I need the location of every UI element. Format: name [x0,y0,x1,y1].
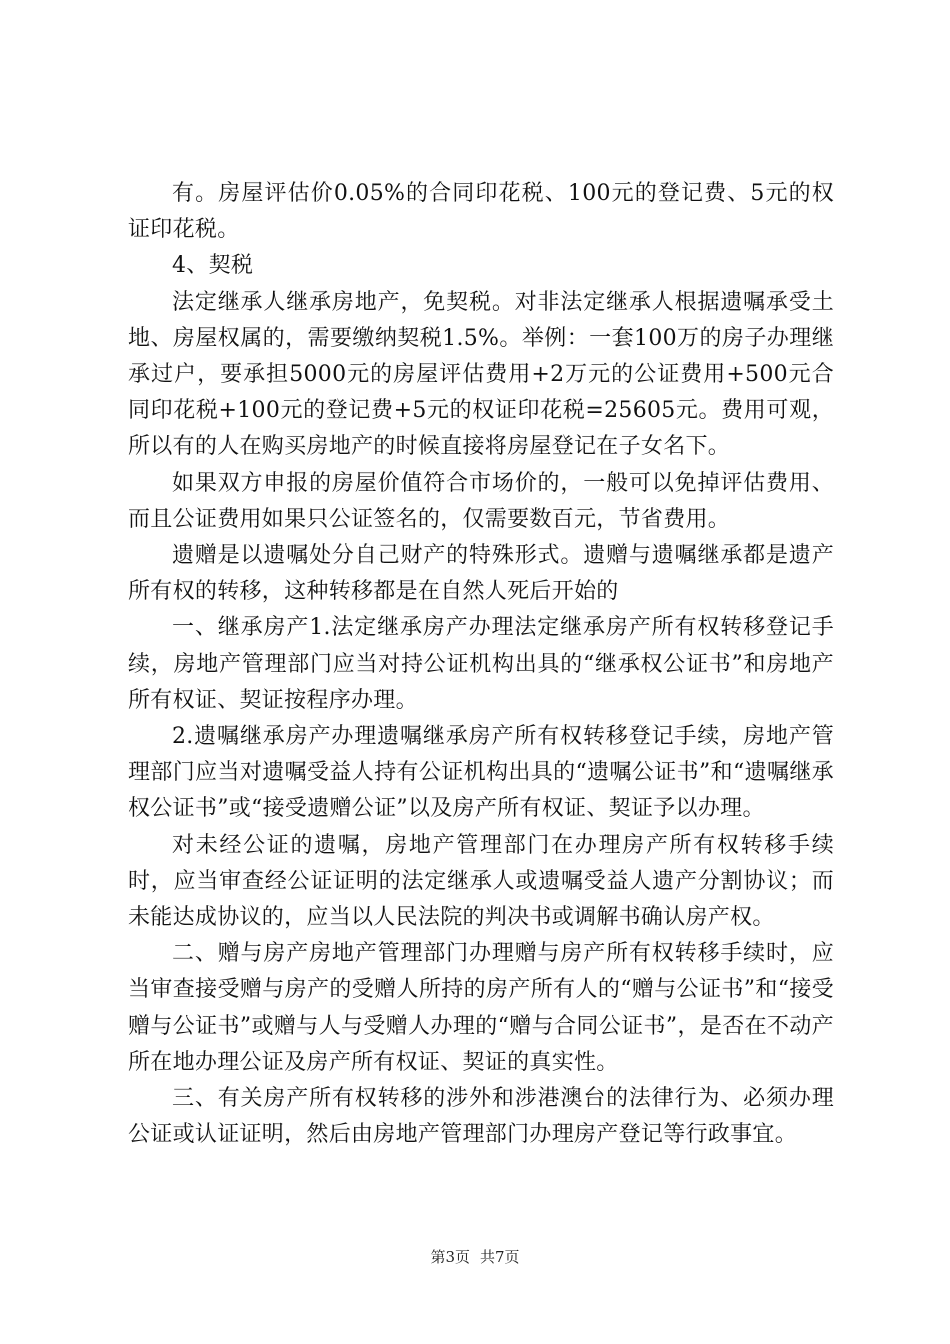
paragraph-bequest: 遗赠是以遗嘱处分自己财产的特殊形式。遗赠与遗嘱继承都是遗产所有权的转移，这种转移都是在自然人死后开始的 [128,543,834,605]
paragraph-deed-tax: 法定继承人继承房地产，免契税。对非法定继承人根据遗嘱承受土地、房屋权属的，需要缴纳契税1.5%。举例：一套100万的房子办理继承过户，要承担5000元的房屋评估费用+2万元的公证费用+500元合同印花税+100元的登记费+5元的权证印花税=25605元。费用可观，所以有的人在购买房地产的时候直接将房屋登记在子女名下。 [128,289,834,460]
page-number-current: 第3页 [430,1248,470,1266]
paragraph-inherit-property: 一、继承房产1.法定继承房产办理法定继承房产所有权转移登记手续，房地产管理部门应当对持公证机构出具的“继承权公证书”和房地产所有权证、契证按程序办理。 [128,615,834,713]
paragraph-will-inheritance: 2.遗嘱继承房产办理遗嘱继承房产所有权转移登记手续，房地产管理部门应当对遗嘱受益人持有公证机构出具的“遗嘱公证书”和“遗嘱继承权公证书”或“接受遗赠公证”以及房产所有权证、契证予以办理。 [128,724,834,822]
document-body [128,176,834,1153]
page-footer [0,1246,950,1267]
paragraph-gift-property: 二、赠与房产房地产管理部门办理赠与房产所有权转移手续时，应当审查接受赠与房产的受赠人所持的房产所有人的“赠与公证书”和“接受赠与公证书”或赠与人与受赠人办理的“赠与合同公证书”，是否在不动产所在地办理公证及房产所有权证、契证的真实性。 [128,941,834,1075]
paragraph-stamp-duty-continued: 有。房屋评估价0.05%的合同印花税、100元的登记费、5元的权证印花税。 [128,181,834,243]
heading-deed-tax: 4、契税 [172,253,254,279]
paragraph-foreign-related: 三、有关房产所有权转移的涉外和涉港澳台的法律行为、必须办理公证或认证证明，然后由房地产管理部门办理房产登记等行政事宜。 [128,1086,834,1148]
paragraph-market-price: 如果双方申报的房屋价值符合市场价的，一般可以免掉评估费用、而且公证费用如果只公证签名的，仅需要数百元，节省费用。 [128,470,834,532]
page-number-total: 共7页 [480,1248,520,1266]
paragraph-unnotarized-will: 对未经公证的遗嘱，房地产管理部门在办理房产所有权转移手续时，应当审查经公证证明的法定继承人或遗嘱受益人遗产分割协议；而未能达成协议的，应当以人民法院的判决书或调解书确认房产权。 [128,832,834,931]
